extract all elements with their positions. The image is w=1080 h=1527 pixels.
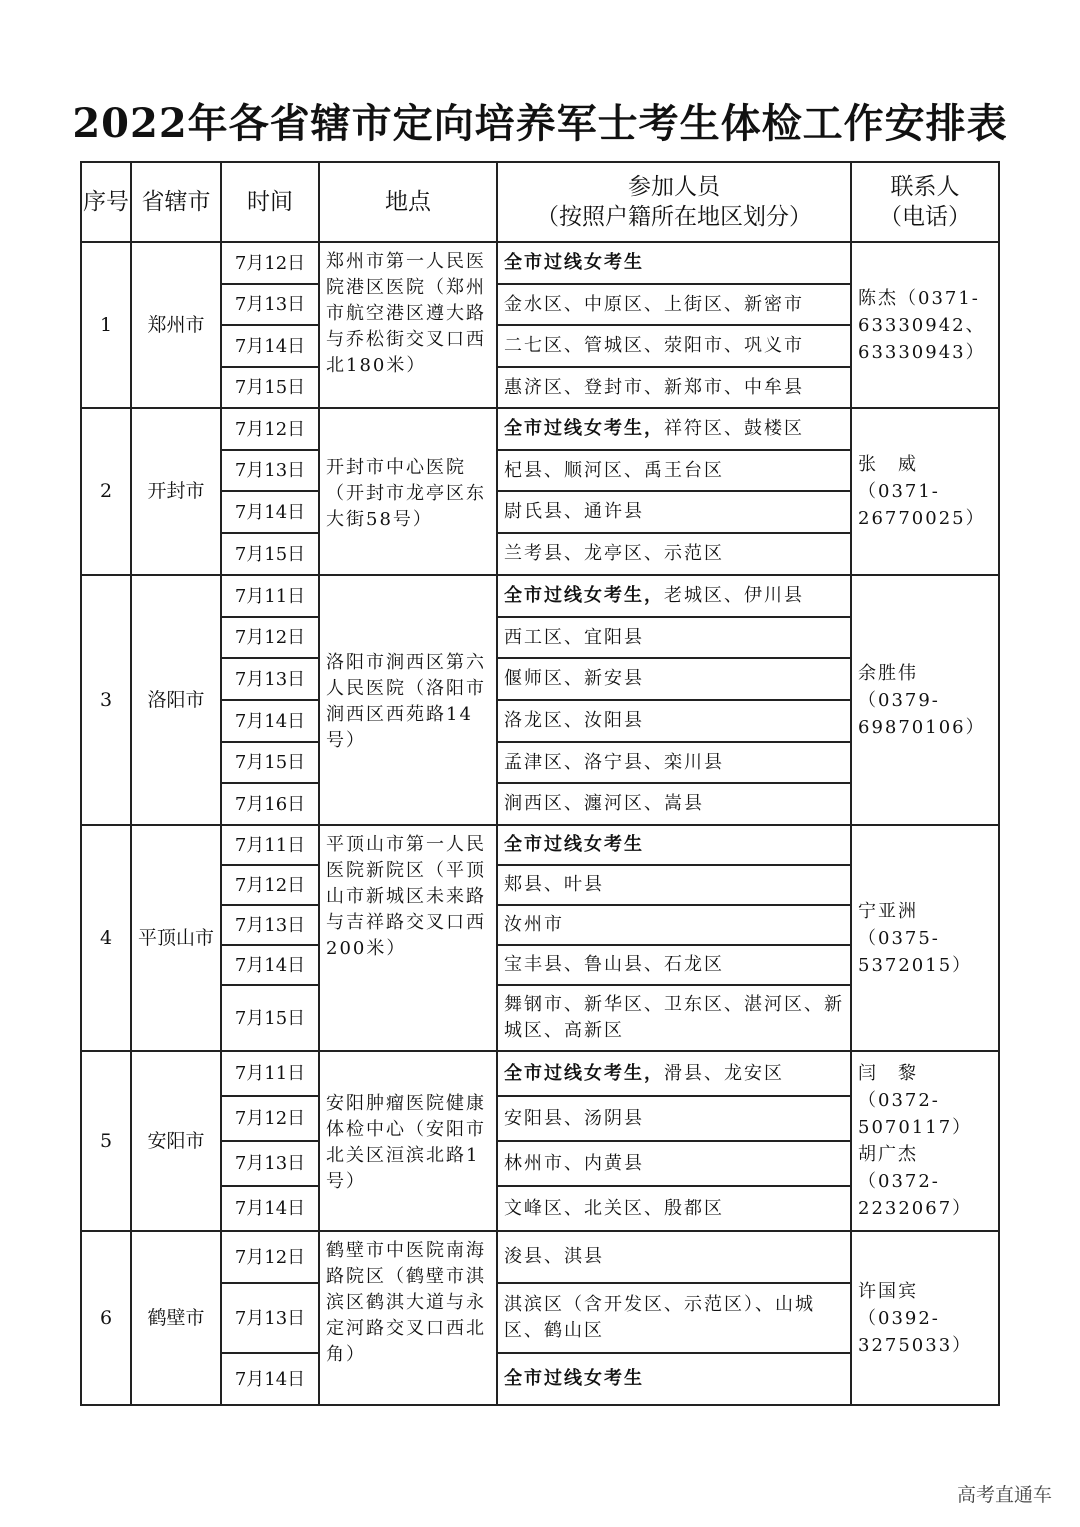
participants-highlight: 全市过线女考生 xyxy=(504,834,644,855)
participants xyxy=(497,1141,851,1186)
participants xyxy=(497,242,851,284)
contact-line: 2232067） xyxy=(858,1198,973,1219)
table-row xyxy=(81,242,999,284)
table-row xyxy=(81,1231,999,1283)
participants-districts: 惠济区、登封市、新郑市、中牟县 xyxy=(504,376,804,398)
contact-info xyxy=(851,575,999,825)
table-row xyxy=(81,575,999,617)
header-location: 地点 xyxy=(319,162,497,242)
participants xyxy=(497,658,851,700)
contact-line: 宁亚洲 xyxy=(858,900,918,922)
participants-highlight: 全市过线女考生， xyxy=(504,1062,664,1084)
row-number: 1 xyxy=(81,242,131,408)
contact-line: 余胜伟 xyxy=(858,662,918,684)
participants xyxy=(497,700,851,742)
participants xyxy=(497,575,851,617)
participants xyxy=(497,945,851,985)
participants xyxy=(497,985,851,1051)
participants xyxy=(497,617,851,658)
exam-location: 洛阳市涧西区第六人民医院（洛阳市涧西区西苑路14号） xyxy=(319,575,497,825)
page-title: 2022年各省辖市定向培养军士考生体检工作安排表 xyxy=(72,100,1008,147)
exam-date: 7月15日 xyxy=(221,367,319,408)
participants xyxy=(497,825,851,865)
contact-line: 26770025） xyxy=(858,508,986,529)
contact-info xyxy=(851,1231,999,1405)
exam-date: 7月14日 xyxy=(221,491,319,533)
participants-districts: 舞钢市、新华区、卫东区、湛河区、新城区、高新区 xyxy=(504,994,844,1041)
participants xyxy=(497,367,851,408)
participants-districts: 金水区、中原区、上街区、新密市 xyxy=(504,293,804,315)
header-row xyxy=(81,162,999,242)
exam-date: 7月14日 xyxy=(221,945,319,985)
contact-line: （0372- xyxy=(858,1171,940,1192)
participants xyxy=(497,325,851,367)
contact-line: （0372- xyxy=(858,1090,940,1111)
participants xyxy=(497,408,851,450)
participants-districts: 涧西区、瀍河区、嵩县 xyxy=(504,793,704,814)
participants-districts: 安阳县、汤阴县 xyxy=(504,1107,644,1129)
header-time: 时间 xyxy=(221,162,319,242)
participants-districts: 滑县、龙安区 xyxy=(664,1062,784,1084)
exam-date: 7月14日 xyxy=(221,700,319,742)
exam-date: 7月13日 xyxy=(221,284,319,325)
contact-line: 胡广杰 xyxy=(858,1144,918,1165)
participants xyxy=(497,284,851,325)
contact-line: 陈杰（0371- xyxy=(858,287,980,309)
participants-districts: 洛龙区、汝阳县 xyxy=(504,710,644,731)
participants-districts: 老城区、伊川县 xyxy=(664,585,804,606)
table-body xyxy=(81,242,999,1405)
exam-date: 7月15日 xyxy=(221,533,319,575)
contact-line: （0375- xyxy=(858,927,940,949)
table-row xyxy=(81,825,999,865)
participants xyxy=(497,533,851,575)
exam-date: 7月13日 xyxy=(221,1283,319,1353)
header-people: 参加人员 （按照户籍所在地区划分） xyxy=(497,162,851,242)
participants xyxy=(497,783,851,825)
exam-location: 平顶山市第一人民医院新院区（平顶山市新城区未来路与吉祥路交叉口西200米） xyxy=(319,825,497,1051)
participants xyxy=(497,865,851,905)
participants-districts: 郏县、叶县 xyxy=(504,874,604,895)
header-no: 序号 xyxy=(81,162,131,242)
contact-line: 63330942、 xyxy=(858,314,986,336)
exam-date: 7月16日 xyxy=(221,783,319,825)
participants-districts: 孟津区、洛宁县、栾川县 xyxy=(504,751,724,773)
row-number: 5 xyxy=(81,1051,131,1231)
participants-districts: 二七区、管城区、荥阳市、巩义市 xyxy=(504,335,804,356)
exam-date: 7月13日 xyxy=(221,450,319,491)
table-row xyxy=(81,1051,999,1096)
participants xyxy=(497,491,851,533)
participants-districts: 杞县、顺河区、禹王台区 xyxy=(504,459,724,481)
participants-districts: 兰考县、龙亭区、示范区 xyxy=(504,543,724,564)
participants xyxy=(497,450,851,491)
city-name: 开封市 xyxy=(131,408,221,575)
participants xyxy=(497,905,851,945)
row-number: 6 xyxy=(81,1231,131,1405)
table-row xyxy=(81,408,999,450)
participants-districts: 祥符区、鼓楼区 xyxy=(664,418,804,439)
contact-line: 69870106） xyxy=(858,716,986,738)
exam-location: 开封市中心医院（开封市龙亭区东大街58号） xyxy=(319,408,497,575)
exam-date: 7月11日 xyxy=(221,575,319,617)
exam-date: 7月14日 xyxy=(221,325,319,367)
exam-date: 7月14日 xyxy=(221,1186,319,1231)
row-number: 3 xyxy=(81,575,131,825)
city-name: 洛阳市 xyxy=(131,575,221,825)
contact-line: （0371- xyxy=(858,481,940,502)
city-name: 郑州市 xyxy=(131,242,221,408)
contact-line: 63330943） xyxy=(858,341,986,363)
exam-date: 7月12日 xyxy=(221,617,319,658)
participants-highlight: 全市过线女考生 xyxy=(504,252,644,273)
participants-highlight: 全市过线女考生， xyxy=(504,585,664,606)
contact-line: 许国宾 xyxy=(858,1280,918,1302)
exam-date: 7月13日 xyxy=(221,658,319,700)
city-name: 安阳市 xyxy=(131,1051,221,1231)
contact-line: 闫 黎 xyxy=(858,1063,918,1084)
participants xyxy=(497,1186,851,1231)
participants xyxy=(497,1051,851,1096)
contact-line: （0392- xyxy=(858,1307,940,1329)
participants-districts: 汝州市 xyxy=(504,914,564,935)
row-number: 2 xyxy=(81,408,131,575)
participants xyxy=(497,1353,851,1405)
exam-location: 郑州市第一人民医院港区医院（郑州市航空港区遵大路与乔松街交叉口西北180米） xyxy=(319,242,497,408)
exam-date: 7月12日 xyxy=(221,1231,319,1283)
exam-date: 7月13日 xyxy=(221,1141,319,1186)
exam-date: 7月12日 xyxy=(221,242,319,284)
exam-location: 鹤壁市中医院南海路院区（鹤壁市淇滨区鹤淇大道与永定河路交叉口西北角） xyxy=(319,1231,497,1405)
contact-line: 3275033） xyxy=(858,1334,973,1356)
row-number: 4 xyxy=(81,825,131,1051)
participants-districts: 林州市、内黄县 xyxy=(504,1152,644,1174)
contact-info xyxy=(851,408,999,575)
participants-districts: 浚县、淇县 xyxy=(504,1246,604,1267)
exam-date: 7月12日 xyxy=(221,1096,319,1141)
exam-date: 7月15日 xyxy=(221,985,319,1051)
contact-line: 5070117） xyxy=(858,1117,973,1138)
participants-districts: 偃师区、新安县 xyxy=(504,668,644,689)
exam-date: 7月11日 xyxy=(221,1051,319,1096)
participants-districts: 文峰区、北关区、殷都区 xyxy=(504,1197,724,1219)
exam-date: 7月12日 xyxy=(221,865,319,905)
city-name: 平顶山市 xyxy=(131,825,221,1051)
exam-location: 安阳肿瘤医院健康体检中心（安阳市北关区洹滨北路1号） xyxy=(319,1051,497,1231)
contact-info xyxy=(851,1051,999,1231)
participants xyxy=(497,1096,851,1141)
participants-highlight: 全市过线女考生， xyxy=(504,418,664,439)
contact-info xyxy=(851,825,999,1051)
header-contact: 联系人 （电话） xyxy=(851,162,999,242)
participants-districts: 宝丰县、鲁山县、石龙区 xyxy=(504,954,724,975)
exam-date: 7月14日 xyxy=(221,1353,319,1405)
participants xyxy=(497,1231,851,1283)
watermark-caption: 高考直通车 xyxy=(956,1484,1052,1506)
participants-districts: 淇滨区（含开发区、示范区）、山城区、鹤山区 xyxy=(504,1294,815,1341)
participants-districts: 尉氏县、通许县 xyxy=(504,501,644,522)
exam-date: 7月11日 xyxy=(221,825,319,865)
participants xyxy=(497,1283,851,1353)
city-name: 鹤壁市 xyxy=(131,1231,221,1405)
schedule-table xyxy=(80,161,1000,1406)
exam-date: 7月15日 xyxy=(221,742,319,783)
participants xyxy=(497,742,851,783)
contact-line: （0379- xyxy=(858,689,940,711)
exam-date: 7月12日 xyxy=(221,408,319,450)
exam-date: 7月13日 xyxy=(221,905,319,945)
contact-info xyxy=(851,242,999,408)
participants-highlight: 全市过线女考生 xyxy=(504,1368,644,1389)
header-city: 省辖市 xyxy=(131,162,221,242)
participants-districts: 西工区、宜阳县 xyxy=(504,626,644,648)
contact-line: 5372015） xyxy=(858,954,973,976)
contact-line: 张 威 xyxy=(858,454,918,475)
